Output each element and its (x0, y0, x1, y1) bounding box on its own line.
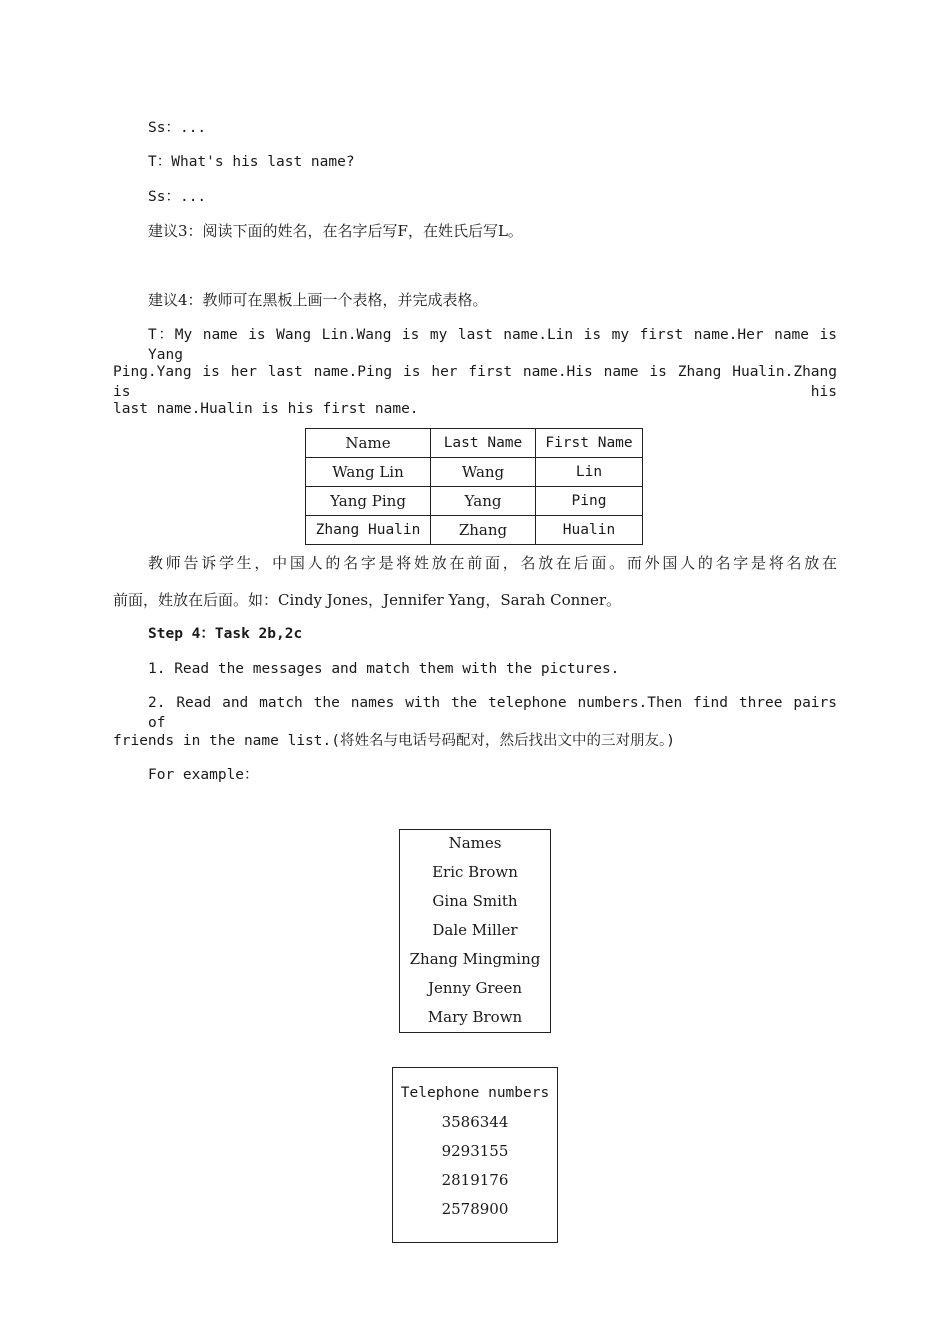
list-item: Dale Miller (432, 921, 518, 939)
table-cell: Zhang (431, 516, 536, 545)
list-item: Eric Brown (432, 863, 518, 881)
list-item: 2578900 (441, 1200, 509, 1218)
step-4-heading: Step 4：Task 2b,2c (148, 626, 303, 642)
telephone-numbers-box (392, 1067, 558, 1243)
table-cell: Wang Lin (306, 458, 431, 487)
list-item: Zhang Mingming (409, 950, 541, 968)
table-cell: Lin (536, 458, 643, 487)
telephone-box-title: Telephone numbers (400, 1085, 550, 1101)
list-item: 2819176 (441, 1171, 509, 1189)
teacher-paragraph-line-2: Ping.Yang is her last name.Ping is her first name.His name is Zhang Hualin.Zhang is his (113, 364, 837, 400)
suggestion-3: 建议3：阅读下面的姓名，在名字后写F，在姓氏后写L。 (148, 222, 523, 240)
list-item: 3586344 (441, 1113, 509, 1131)
table-row (306, 516, 643, 545)
teacher-paragraph-line-3: last name.Hualin is his first name. (113, 401, 419, 417)
list-item: Mary Brown (427, 1008, 523, 1026)
dialogue-line-ss-2: Ss：... (148, 189, 207, 205)
table-row (306, 458, 643, 487)
names-box (399, 829, 551, 1033)
list-item: 9293155 (441, 1142, 509, 1160)
suggestion-4: 建议4：教师可在黑板上画一个表格，并完成表格。 (148, 291, 488, 309)
task-item-2-line-2: friends in the name list.(将姓名与电话号码配对，然后找出文中的三对朋友。) (113, 733, 675, 749)
table-header-cell: Last Name (431, 429, 536, 458)
table-cell: Ping (536, 487, 643, 516)
table-cell: Wang (431, 458, 536, 487)
dialogue-line-ss-1: Ss：... (148, 120, 207, 136)
dialogue-line-teacher-1: T：What's his last name? (148, 154, 355, 170)
table-header-row (306, 429, 643, 458)
table-cell: Hualin (536, 516, 643, 545)
list-item: Jenny Green (427, 979, 523, 997)
table-row (306, 487, 643, 516)
table-header-cell: Name (306, 429, 431, 458)
table-header-cell: First Name (536, 429, 643, 458)
names-box-title: Names (448, 834, 502, 852)
name-table (305, 428, 643, 545)
table-cell: Zhang Hualin (306, 516, 431, 545)
note-paragraph-line-1: 教师告诉学生，中国人的名字是将姓放在前面，名放在后面。而外国人的名字是将名放在 (148, 554, 837, 572)
teacher-paragraph-line-1: T：My name is Wang Lin.Wang is my last name.Lin is my first name.Her name is Yang (148, 327, 837, 363)
task-item-2-line-1: 2. Read and match the names with the telephone numbers.Then find three pairs of (148, 695, 837, 731)
list-item: Gina Smith (432, 892, 518, 910)
note-paragraph-line-2: 前面，姓放在后面。如：Cindy Jones，Jennifer Yang，Sarah Conner。 (113, 591, 622, 609)
table-cell: Yang Ping (306, 487, 431, 516)
example-label: For example： (148, 767, 259, 783)
table-cell: Yang (431, 487, 536, 516)
task-item-1: 1. Read the messages and match them with the pictures. (148, 661, 620, 677)
